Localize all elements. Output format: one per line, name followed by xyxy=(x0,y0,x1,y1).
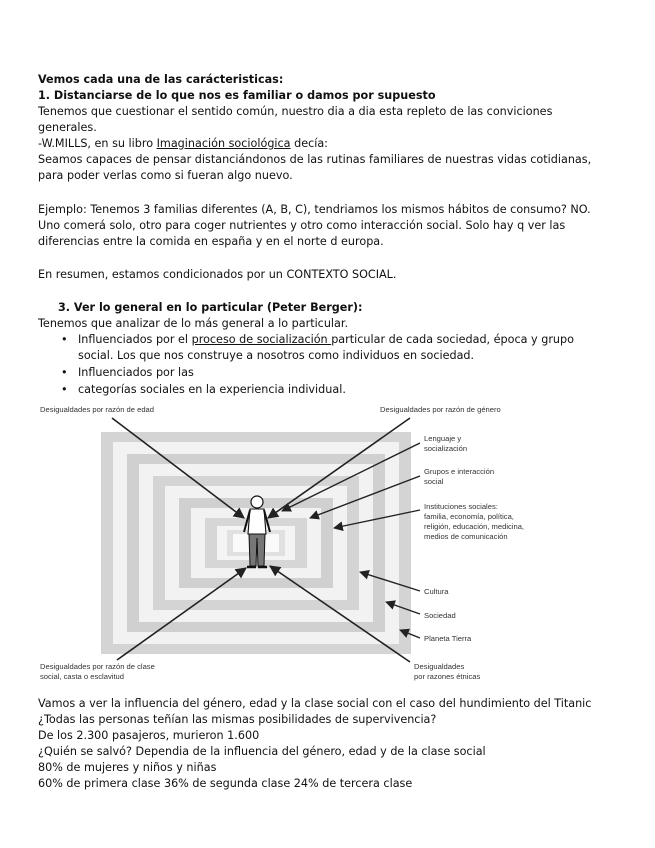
label-instituciones-list: familia, economía, política, xyxy=(424,512,514,521)
bullet-prefix: Influenciados por el xyxy=(78,333,192,346)
mills-quote-line: para poder verlas como si fueran algo nuevo. xyxy=(38,169,293,182)
titanic-line: 60% de primera clase 36% de segunda clase 24% de tercera clase xyxy=(38,777,413,790)
bullet-item-socialization xyxy=(78,332,574,348)
bullet-item-influence: Influenciados por las xyxy=(78,366,194,379)
label-cultura: Cultura xyxy=(424,587,449,596)
label-age-inequality: Desigualdades por razón de edad xyxy=(40,405,154,414)
summary-line: En resumen, estamos condicionados por un CONTEXTO SOCIAL. xyxy=(38,268,397,281)
label-grupos: Grupos e interacción xyxy=(424,467,495,476)
mills-line xyxy=(38,136,328,152)
point1-paragraph-line: generales. xyxy=(38,121,97,134)
label-gender-inequality: Desigualdades por razón de género xyxy=(380,405,501,414)
label-instituciones-list: medios de comunicación xyxy=(424,532,508,541)
mills-prefix: -W.MILLS, en su libro xyxy=(38,137,157,150)
titanic-line: 80% de mujeres y niños y niñas xyxy=(38,761,217,774)
social-circles-diagram xyxy=(0,398,655,690)
label-sociedad: Sociedad xyxy=(424,611,456,620)
bullet-dot: • xyxy=(61,366,68,379)
example-line: Uno comerá solo, otro para coger nutrientes y otro como interacción social. Solo hay q ver las xyxy=(38,219,566,232)
label-class-inequality: Desigualdades por razón de clase xyxy=(40,662,155,671)
example-line: diferencias entre la comida en españa y en el norte d europa. xyxy=(38,235,384,248)
point3-heading: 3. Ver lo general en lo particular (Peter Berger): xyxy=(58,301,363,314)
bullet-dot: • xyxy=(61,333,68,346)
label-instituciones: Instituciones sociales: xyxy=(424,502,498,511)
point1-paragraph-line: Tenemos que cuestionar el sentido común, nuestro dia a dia esta repleto de las conviciones xyxy=(38,105,553,118)
bullet-item-continuation: social. Los que nos construye a nosotros como individuos en sociedad. xyxy=(78,349,475,362)
titanic-line: ¿Quién se salvó? Dependia de la influencia del género, edad y de la clase social xyxy=(38,745,486,758)
label-socializacion: socialización xyxy=(424,444,468,453)
label-ethnic-inequality-2: por razones étnicas xyxy=(414,672,481,681)
bullet-suffix: particular de cada sociedad, época y grupo xyxy=(331,333,574,346)
bullet-item-categories: categorías sociales en la experiencia individual. xyxy=(78,383,346,396)
point3-intro: Tenemos que analizar de lo más general a lo particular. xyxy=(38,317,349,330)
label-lenguaje: Lenguaje y xyxy=(424,434,462,443)
mills-quote-line: Seamos capaces de pensar distanciándonos de las rutinas familiares de nuestras vidas cotidianas, xyxy=(38,153,592,166)
titanic-line: ¿Todas las personas teñían las mismas posibilidades de supervivencia? xyxy=(38,713,437,726)
mills-book-title: Imaginación sociológica xyxy=(156,137,291,150)
label-instituciones-list: religión, educación, medicina, xyxy=(424,522,525,531)
example-line: Ejemplo: Tenemos 3 familias diferentes (A, B, C), tendriamos los mismos hábitos de consumo? NO. xyxy=(38,203,591,216)
section-intro: Vemos cada una de las carácteristicas: xyxy=(38,73,284,86)
mills-suffix: decía: xyxy=(290,137,328,150)
bullet-dot: • xyxy=(61,383,68,396)
label-grupos-social: social xyxy=(424,477,444,486)
label-ethnic-inequality: Desigualdades xyxy=(414,662,465,671)
label-class-inequality-2: social, casta o esclavitud xyxy=(40,672,124,681)
point1-heading: 1. Distanciarse de lo que nos es familiar o damos por supuesto xyxy=(38,89,436,102)
label-planeta-tierra: Planeta Tierra xyxy=(424,634,472,643)
socialization-term: proceso de socialización xyxy=(191,333,332,346)
titanic-line: Vamos a ver la influencia del género, edad y la clase social con el caso del hundimiento del Titanic xyxy=(38,697,592,710)
titanic-line: De los 2.300 pasajeros, murieron 1.600 xyxy=(38,729,260,742)
